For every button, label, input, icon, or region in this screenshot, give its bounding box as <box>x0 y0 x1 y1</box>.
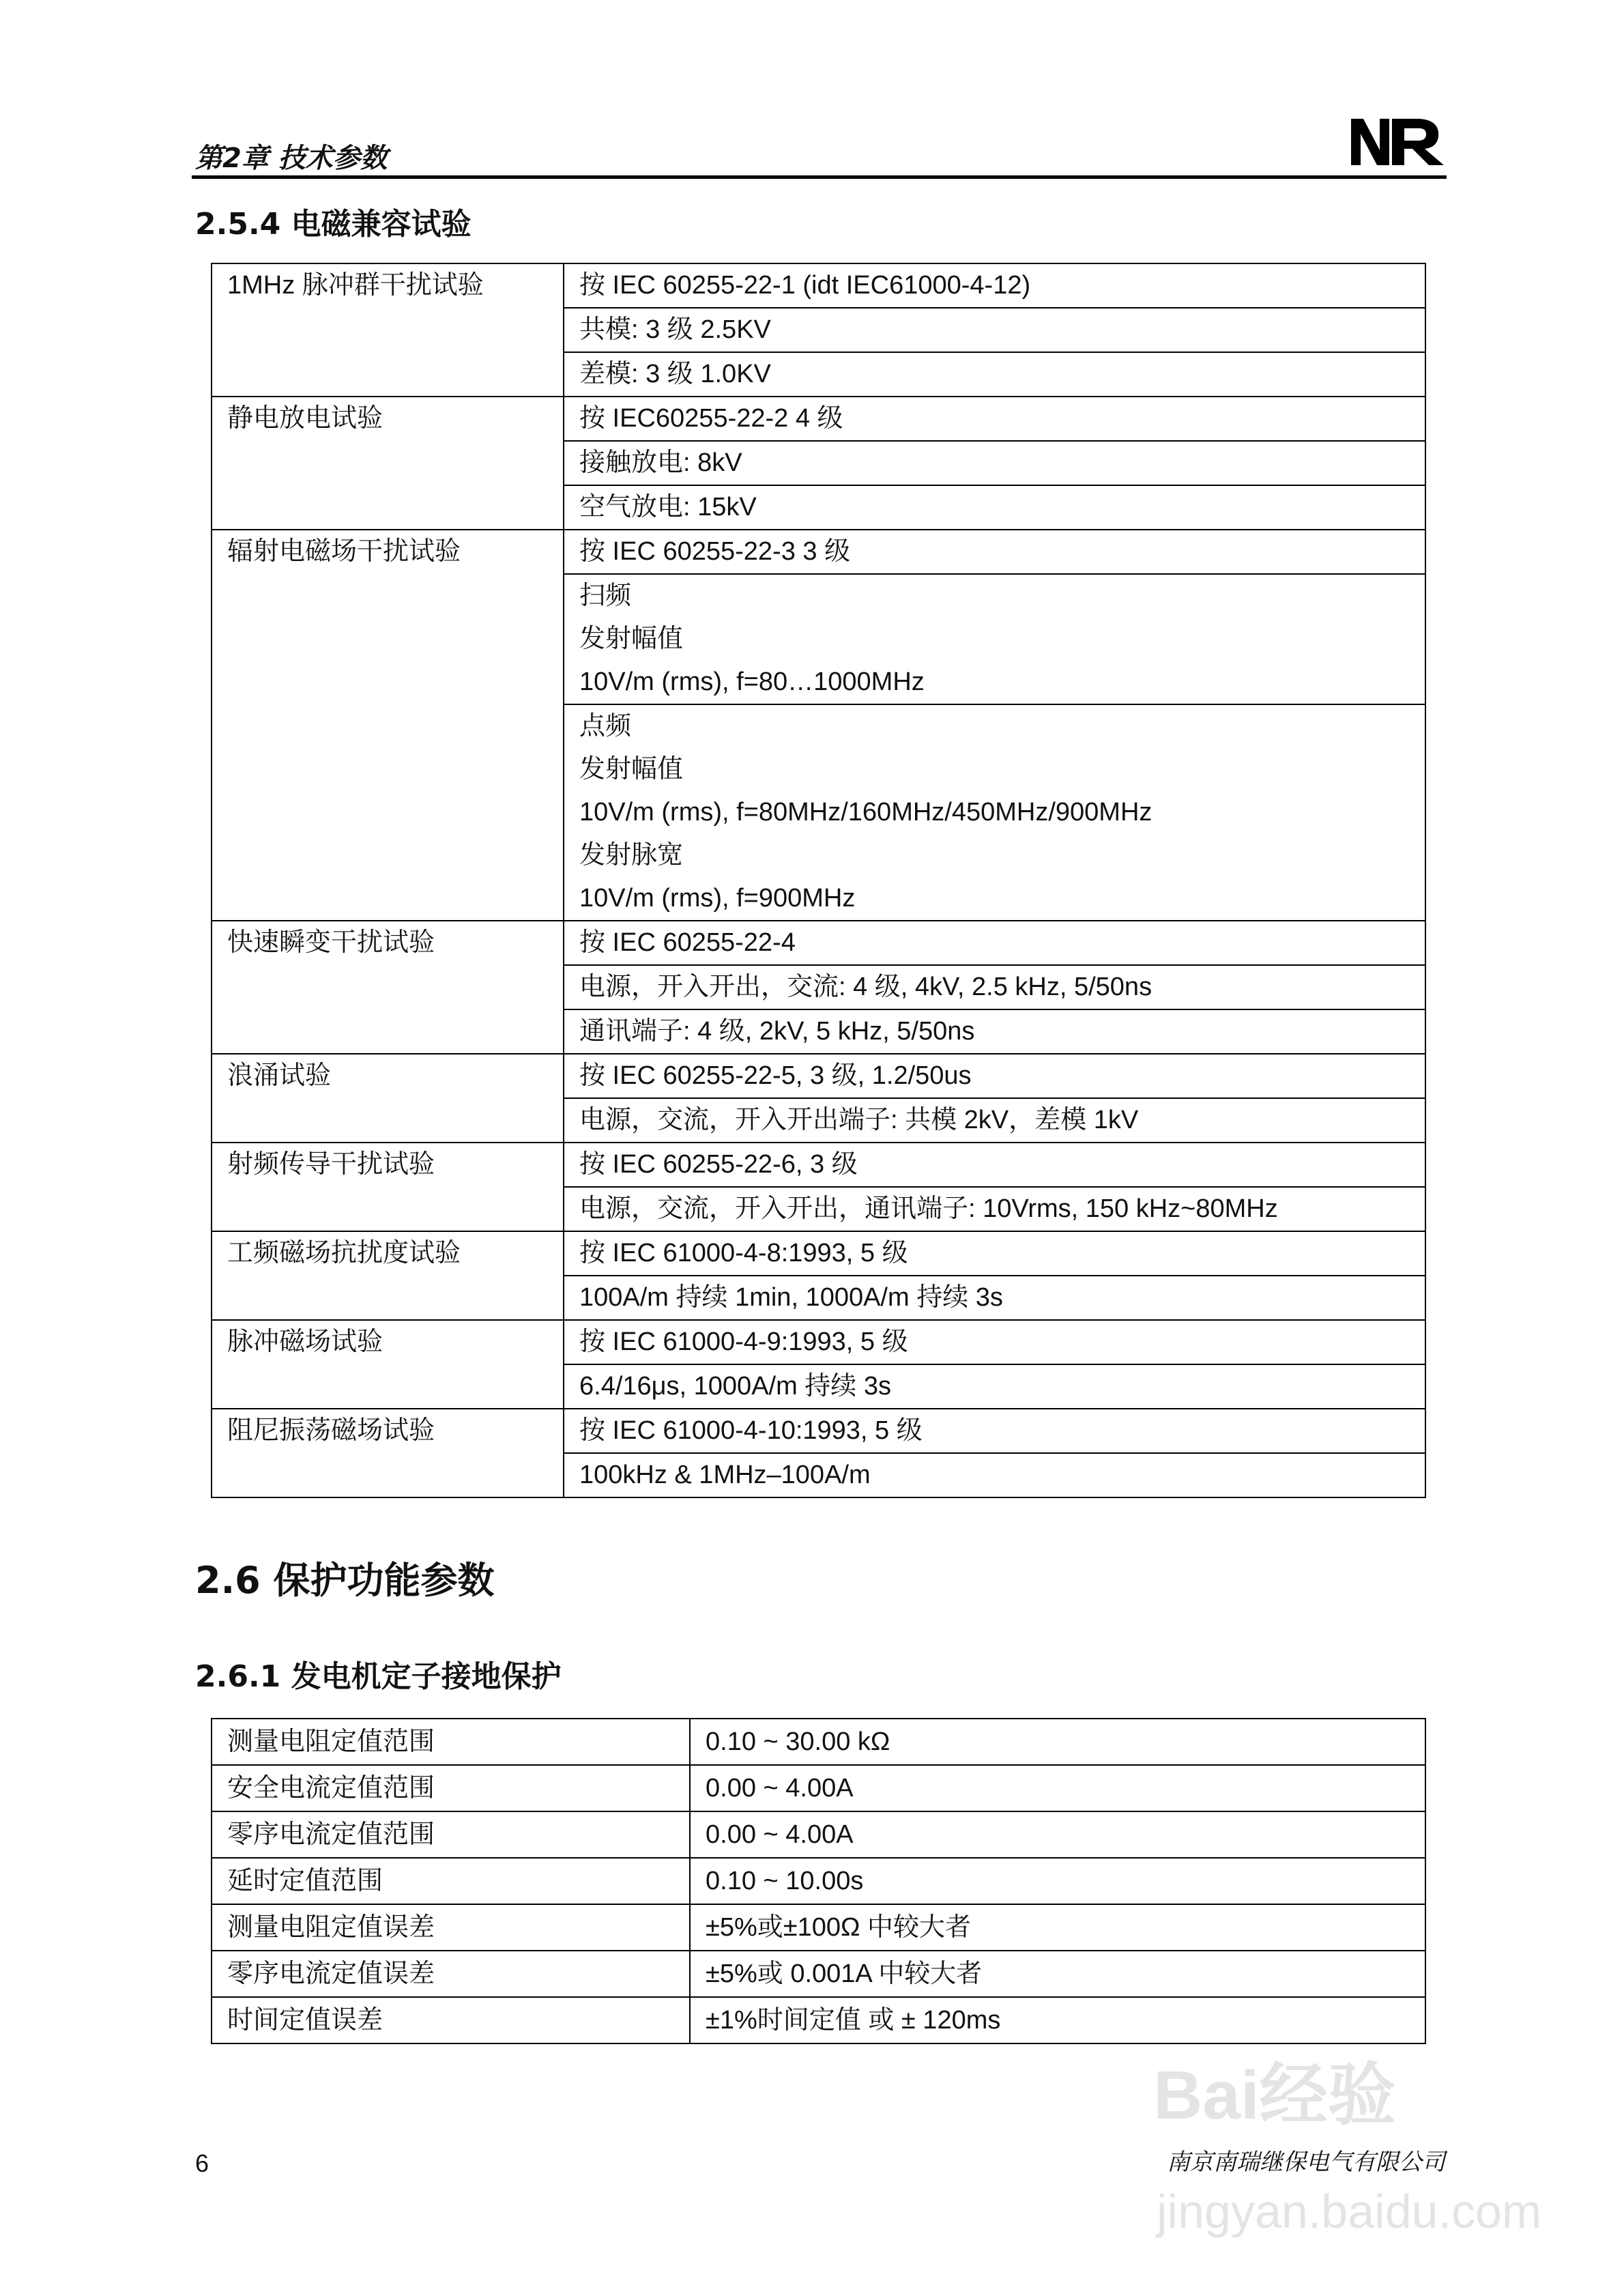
test-spec-cell <box>564 1320 1425 1364</box>
spec-line: 10V/m (rms), f=80…1000MHz <box>579 668 925 696</box>
test-spec-cell <box>564 1364 1425 1409</box>
company-name: 南京南瑞继保电气有限公司 <box>1167 2149 1445 2176</box>
test-spec-cell <box>564 921 1425 965</box>
table-row <box>212 1320 1425 1364</box>
test-spec-cell <box>564 1231 1425 1276</box>
test-name-cell: 脉冲磁场试验 <box>212 1320 564 1409</box>
spec-line: 按 IEC 60255-22-6, 3 级 <box>579 1150 858 1179</box>
spec-line: 发射脉宽 <box>579 841 684 870</box>
spec-line: 按 IEC 61000-4-9:1993, 5 级 <box>579 1328 908 1356</box>
table-row <box>212 1054 1425 1098</box>
spec-line: 发射幅值 <box>579 755 684 784</box>
spec-line: 发射幅值 <box>579 625 684 653</box>
table-row <box>212 1719 1425 1765</box>
table-row <box>212 1765 1425 1811</box>
table-row <box>212 1858 1425 1904</box>
parameter-name-cell: 测量电阻定值范围 <box>212 1719 690 1765</box>
test-name-cell: 阻尼振荡磁场试验 <box>212 1409 564 1497</box>
test-spec-cell <box>564 1453 1425 1497</box>
nr-logo <box>1351 117 1444 165</box>
spec-line: 空气放电: 15kV <box>579 493 757 521</box>
parameter-value-cell: 0.10 ~ 10.00s <box>690 1858 1425 1904</box>
parameter-name-cell: 延时定值范围 <box>212 1858 690 1904</box>
test-spec-cell <box>564 530 1425 574</box>
section-title-2-5-4: 2.5.4 电磁兼容试验 <box>195 207 472 242</box>
baidu-watermark-url: jingyan.baidu.com <box>1157 2185 1542 2238</box>
test-spec-cell <box>564 397 1425 441</box>
spec-line: 扫频 <box>579 582 632 610</box>
spec-line: 6.4/16μs, 1000A/m 持续 3s <box>579 1372 892 1401</box>
spec-line: 电源，开入开出，交流: 4 级, 4kV, 2.5 kHz, 5/50ns <box>579 973 1152 1001</box>
test-name-cell: 快速瞬变干扰试验 <box>212 921 564 1054</box>
test-name-cell: 辐射电磁场干扰试验 <box>212 530 564 921</box>
test-spec-cell <box>564 1276 1425 1320</box>
spec-line: 10V/m (rms), f=900MHz <box>579 884 856 913</box>
test-spec-cell <box>564 308 1425 352</box>
test-spec-cell <box>564 704 1425 921</box>
spec-line: 100kHz & 1MHz–100A/m <box>579 1461 871 1489</box>
parameter-value-cell: ±5%或 0.001A 中较大者 <box>690 1951 1425 1997</box>
parameter-value-cell: 0.10 ~ 30.00 kΩ <box>690 1719 1425 1765</box>
spec-line: 点频 <box>579 712 632 741</box>
parameter-name-cell: 零序电流定值误差 <box>212 1951 690 1997</box>
spec-line: 差模: 3 级 1.0KV <box>579 360 771 388</box>
test-name-cell: 1MHz 脉冲群干扰试验 <box>212 263 564 397</box>
emc-test-table <box>211 263 1426 1498</box>
parameter-name-cell: 时间定值误差 <box>212 1997 690 2043</box>
parameter-value-cell: 0.00 ~ 4.00A <box>690 1811 1425 1858</box>
table-row <box>212 1143 1425 1187</box>
section-title-2-6-1: 2.6.1 发电机定子接地保护 <box>195 1659 562 1694</box>
spec-line: 接触放电: 8kV <box>579 448 742 477</box>
table-row <box>212 530 1425 574</box>
spec-line: 100A/m 持续 1min, 1000A/m 持续 3s <box>579 1283 1003 1312</box>
test-spec-cell <box>564 1009 1425 1054</box>
spec-line: 10V/m (rms), f=80MHz/160MHz/450MHz/900MHz <box>579 798 1152 827</box>
section-title-2-6: 2.6 保护功能参数 <box>195 1559 495 1602</box>
spec-line: 按 IEC 60255-22-4 <box>579 928 796 957</box>
test-spec-cell <box>564 1187 1425 1231</box>
spec-line: 按 IEC 60255-22-1 (idt IEC61000-4-12) <box>579 271 1031 300</box>
test-spec-cell <box>564 1098 1425 1143</box>
test-spec-cell <box>564 1143 1425 1187</box>
spec-line: 按 IEC 61000-4-10:1993, 5 级 <box>579 1416 923 1445</box>
test-name-cell: 工频磁场抗扰度试验 <box>212 1231 564 1320</box>
spec-line: 按 IEC60255-22-2 4 级 <box>579 404 843 433</box>
baidu-watermark: Bai经验 <box>1153 2057 1396 2134</box>
test-name-cell: 射频传导干扰试验 <box>212 1143 564 1231</box>
table-row <box>212 397 1425 441</box>
spec-line: 电源，交流，开入开出，通讯端子: 10Vrms, 150 kHz~80MHz <box>579 1194 1278 1223</box>
table-row <box>212 1951 1425 1997</box>
stator-ground-protection-table <box>211 1718 1426 2044</box>
test-spec-cell <box>564 1054 1425 1098</box>
test-spec-cell <box>564 1409 1425 1453</box>
table-row <box>212 1997 1425 2043</box>
parameter-name-cell: 安全电流定值范围 <box>212 1765 690 1811</box>
spec-line: 共模: 3 级 2.5KV <box>579 315 771 344</box>
parameter-name-cell: 零序电流定值范围 <box>212 1811 690 1858</box>
parameter-value-cell: ±1%时间定值 或 ± 120ms <box>690 1997 1425 2043</box>
test-spec-cell <box>564 574 1425 704</box>
table-row <box>212 1231 1425 1276</box>
test-spec-cell <box>564 441 1425 485</box>
chapter-header: 第2章 技术参数 <box>195 143 388 174</box>
table-row <box>212 921 1425 965</box>
table-row <box>212 1409 1425 1453</box>
test-spec-cell <box>564 352 1425 397</box>
parameter-value-cell: 0.00 ~ 4.00A <box>690 1765 1425 1811</box>
spec-line: 通讯端子: 4 级, 2kV, 5 kHz, 5/50ns <box>579 1017 975 1046</box>
spec-line: 按 IEC 60255-22-5, 3 级, 1.2/50us <box>579 1061 972 1090</box>
page-number: 6 <box>195 2149 209 2177</box>
test-spec-cell <box>564 485 1425 530</box>
header-divider <box>192 175 1447 179</box>
parameter-name-cell: 测量电阻定值误差 <box>212 1904 690 1951</box>
test-name-cell: 浪涌试验 <box>212 1054 564 1143</box>
table-row <box>212 1811 1425 1858</box>
table-row <box>212 263 1425 308</box>
test-name-cell: 静电放电试验 <box>212 397 564 530</box>
parameter-value-cell: ±5%或±100Ω 中较大者 <box>690 1904 1425 1951</box>
test-spec-cell <box>564 263 1425 308</box>
test-spec-cell <box>564 965 1425 1009</box>
spec-line: 电源，交流，开入开出端子: 共模 2kV，差模 1kV <box>579 1106 1139 1134</box>
spec-line: 按 IEC 60255-22-3 3 级 <box>579 537 851 566</box>
table-row <box>212 1904 1425 1951</box>
spec-line: 按 IEC 61000-4-8:1993, 5 级 <box>579 1239 908 1267</box>
